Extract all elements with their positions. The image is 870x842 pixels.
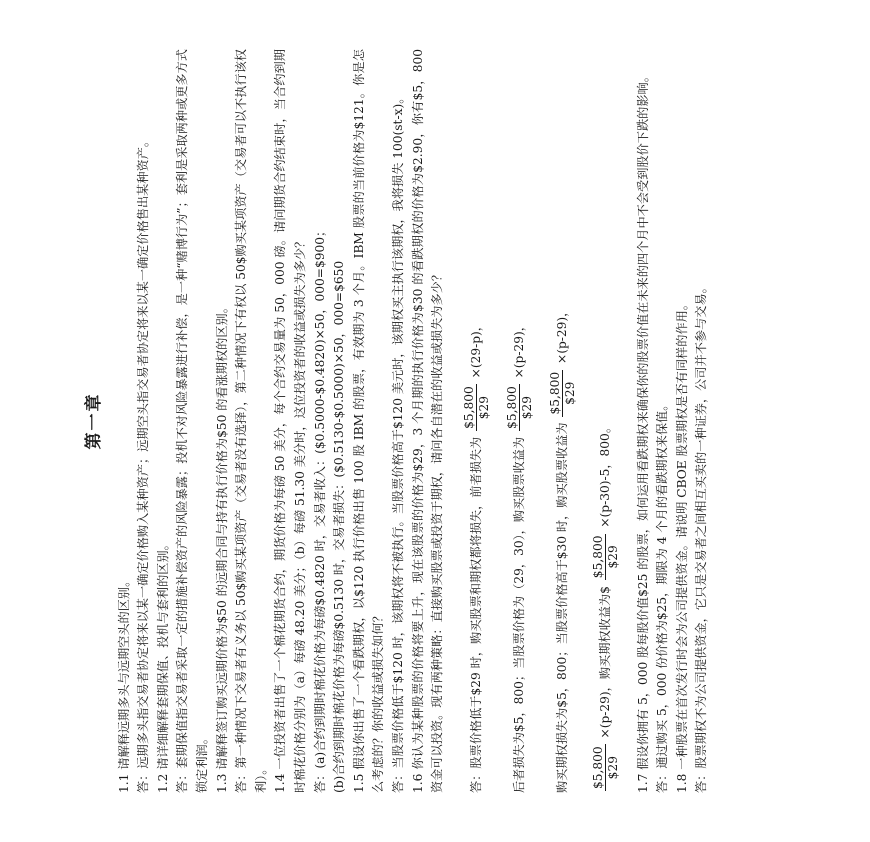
fraction — [548, 370, 577, 417]
question-1-3: 1.3 请解释签订购买远期价格为$50 的远期合同与持有执行价格为$50 的看涨期权的区别。 — [214, 301, 229, 793]
fraction-numerator: $5,800 — [504, 386, 519, 429]
answer-1-5: 答：当股票价格低于$120 时，该期权将不被执行。当股票价格高于$120 美元时，该期权买主执行该期权，我将损失 100(st-x)。 — [390, 91, 405, 793]
answer-1-6-text-a: 答：股票价格低于$29 时，购买股票和期权都将损失，前者损失为 — [468, 436, 483, 793]
question-1-5: 1.5 假设你出售了一个看跌期权，以$120 执行价格出售 100 股 IBM 的股票，有效期为 3 个月。IBM 股票的当前价格为$121。你是怎么考虑的？你的收益或损失如何？ — [351, 49, 386, 793]
chapter-title: 第一章 — [84, 392, 104, 450]
question-1-1: 1.1 请解释远期多头与远期空头的区别。 — [116, 574, 131, 793]
answer-1-6-text-b: ×(29-p)， — [468, 319, 483, 379]
fraction — [505, 384, 534, 431]
answer-1-6-text-e: 购买期权损失为$5，800；当股票价格高于$30 时，购买股票收益为 — [554, 422, 569, 793]
answer-1-6-text-c: 后者损失为$5，800；当股票价格为（29，30），购买股票收益为 — [511, 436, 526, 793]
answer-1-7: 答：通过购买 5，000 份价格为$25，期限为 4 个月的看跌期权来保值。 — [655, 398, 670, 793]
answer-1-4b: (b)合约到期时棉花价格为每磅$0.5130 时，交易者损失：($0.5130-$0.5000)×50，000=$650 — [332, 260, 347, 793]
fraction — [462, 384, 491, 431]
answer-1-8: 答：股票期权不为公司提供资金，它只是交易者之间相互买卖的一种证券，公司并不参与交易。 — [694, 281, 709, 793]
answer-1-6-text-g: ×(p-29)，购买期权收益为$ — [597, 586, 612, 739]
answer-1-1: 答：远期多头指交易者协定将来以某一确定价格购入某种资产；远期空头指交易者协定将来以某一确定价格售出某种资产。 — [136, 134, 151, 793]
answer-1-2: 答：套期保值指交易者采取一定的措施补偿资产的风险暴露；投机不对风险暴露进行补偿，是一种“赌博行为”；套利是采取两种或更多方式锁定利润。 — [175, 49, 209, 793]
answer-1-6-line3 — [548, 49, 577, 793]
answer-1-3: 答：第一种情况下交易者有义务以 50$购买某项资产（交易者没有选择），第二种情况下有权以 50$购买某项资产（交易者可以不执行该权利）。 — [234, 49, 268, 793]
fraction-numerator: $5,800 — [547, 371, 562, 415]
answer-1-6-line2 — [505, 49, 534, 793]
fraction-denominator: $29 — [605, 545, 620, 569]
question-1-6: 1.6 你认为某种股票的价格将要上升，现在该股票的价格为$29，3 个月期的执行价格为$30 的看跌期权的价格为$2.90，你有$5，800 资金可以投资。现有两种策略：直接购买股票或投资于期权，请问各自潜在的收益或损失为多少？ — [410, 49, 445, 793]
fraction-denominator: $29 — [476, 395, 491, 420]
fraction-numerator: $5,800 — [590, 535, 605, 579]
answer-1-4a: 答：(a)合约到期时棉花价格为每磅$0.4820 时，交易者收入：($0.5000-$0.4820)×50，000=$900； — [312, 224, 327, 793]
fraction-numerator: $5,800 — [461, 386, 476, 429]
rotated-text-block — [85, 49, 785, 793]
fraction — [591, 744, 620, 791]
fraction-denominator: $29 — [562, 381, 577, 405]
question-1-2: 1.2 请详细解释套期保值、投机与套利的区别。 — [155, 538, 170, 793]
question-1-8: 1.8 一种股票在首次发行时会为公司提供资金。请说明 CBOE 股票期权是否有同样的作用。 — [674, 298, 689, 793]
fraction-numerator: $5,800 — [590, 746, 605, 789]
answer-1-6-line1 — [462, 49, 491, 793]
fraction-denominator: $29 — [605, 756, 620, 780]
answer-1-6-text-d: ×(p-29)， — [511, 319, 526, 379]
answer-1-6-text-h: ×(p-30)-5，800。 — [597, 420, 612, 528]
answer-1-6-text-f: ×(p-29)， — [554, 304, 569, 364]
fraction — [591, 534, 620, 581]
answer-1-6-line4 — [591, 49, 620, 793]
fraction-denominator: $29 — [519, 395, 534, 420]
question-1-4: 1.4 一位投资者出售了一个棉花期货合约，期货价格为每磅 50 美分，每个合约交易量为 50，000 磅。请问期货合约结束时，当合约到期时棉花价格分别为（a）每磅 48.20 美分；（b）每磅 51.30 美分时，这位投资者的收益或损失为多少？ — [273, 49, 307, 793]
question-1-7: 1.7 假设你拥有 5，000 股每股价值$25 的股票，如何运用看跌期权来确保你的股票价值在未来的四个月中不会受到股价下跌的影响。 — [635, 70, 650, 793]
